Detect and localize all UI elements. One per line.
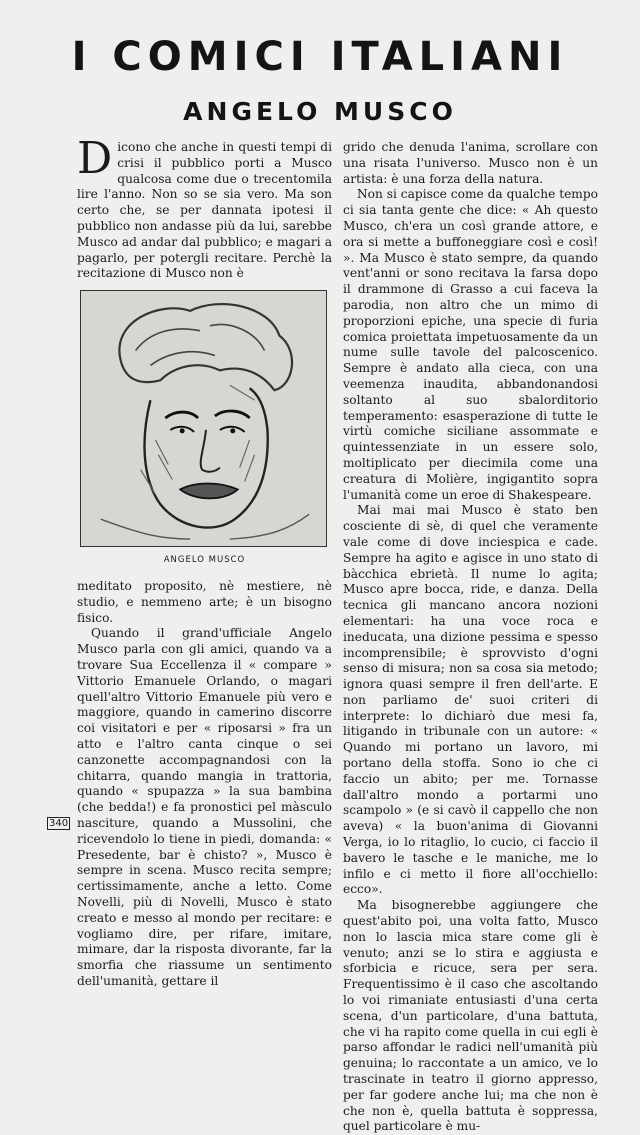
drop-cap: D bbox=[77, 133, 113, 184]
right-paragraph-2: Non si capisce come da qualche tempo ci sia tanta gente che dice: « Ah questo Musco, ch'era un così grande attore, e ora si mette a buffoneggiare così e così! ». Ma Musco è stato sempre, da quando vent'anni or sono recitava la farsa dopo il drammone di Grasso a cui faceva la parodia, non altro che un mimo di proporzioni epiche, una specie di furia comica proiettata impetuosamente da un nume sulle tavole del palcoscenico. Sempre è andato alla cieca, con una veemenza inaudita, abbandonandosi soltanto al suo sbalorditorio temperamento: esasperazione di tutte le virtù comiche siciliane assommate e quintessenziate in un essere solo, moltiplicato per diecimila come una creatura di Molière, ingigantito sopra l'umanità come un eroe di Shakespeare. bbox=[343, 187, 598, 502]
left-paragraph-2: meditato proposito, nè mestiere, nè studio, e nemmeno arte; è un bisogno fisico. bbox=[77, 578, 332, 625]
article-subtitle: ANGELO MUSCO bbox=[183, 97, 457, 126]
right-paragraph-1: grido che denuda l'anima, scrollare con una risata l'universo. Musco non è un artista: è una forza della natura. bbox=[343, 140, 598, 186]
article-title: I COMICI ITALIANI bbox=[71, 34, 569, 80]
portrait-illustration bbox=[80, 290, 327, 547]
portrait-sketch bbox=[81, 291, 326, 546]
left-paragraph-1-text: icono che anche in questi tempi di crisi il pubblico porti a Musco qualcosa come due o trecentomila lire l'anno. Non so se sia vero. Ma son certo che, se per dannata ipotesi il pubblico non andasse più da lui, sarebbe Musco ad andar dal pubblico; e magari a pagarlo, per potergli recitare. Perchè la recitazione di Musco non è bbox=[77, 140, 332, 281]
left-column bbox=[77, 133, 332, 988]
right-paragraph-4: Ma bisognerebbe aggiungere che quest'abito poi, una volta fatto, Musco non lo lascia mica stare come gli è venuto; anzi se lo stira e aggiusta e sforbicia e ricuce, sera per sera. Frequentissimo è il caso che ascoltando lo voi rimaniate entusiasti d'una certa scena, d'un particolare, d'una battuta, che vi ha rapito come quella in cui egli è parso affondar le radici nell'umanità più genuina; lo raccontate a un amico, ve lo trascinate in teatro il giorno appresso, per far godere anche lui; ma che non è che non è, quella battuta è soppressa, quel particolare è mu- bbox=[343, 898, 598, 1134]
right-paragraph-3: Mai mai mai Musco è stato ben cosciente di sè, di quel che veramente vale come di dove inciespica e cade. Sempre ha agito e agisce in uno stato di bàcchica ebrietà. Il nume lo agita; Musco apre bocca, ride, e danza. Della tecnica gli mancano ancora nozioni elementari: ha una voce roca e ineducata, una dizione pessima e spesso incomprensibile; è sprovvisto d'ogni senso di misura; non sa cosa sia metodo; ignora quasi sempre il fren dell'arte. E non parliamo de' suoi criteri di interprete: lo dichiarò due mesi fa, litigando in tribunale con un autore: « Quando mi portano un lavoro, mi portano della stoffa. Sono io che ci faccio un abito; per me. Tornasse dall'altro mondo a portarmi uno scampolo » (e si cavò il cappello che non aveva) « la buon'anima di Giovanni Verga, io lo ritaglio, lo cucio, ci faccio il bavero le tasche e le maniche, me lo infilo e ci metto il fiore all'occhiello: ecco». bbox=[343, 503, 598, 897]
page-number: 340 bbox=[49, 818, 69, 829]
right-column bbox=[343, 140, 598, 1134]
portrait-caption: ANGELO MUSCO bbox=[163, 555, 246, 566]
left-paragraph-3: Quando il grand'ufficiale Angelo Musco parla con gli amici, quando va a trovare Sua Eccellenza il « compare » Vittorio Emanuele Orlando, o magari quell'altro Vittorio Emanuele più vero e maggiore, quando in camerino discorre coi visitatori e per « riposarsi » fra un atto e l'altro canta cinque o sei canzonette accompagnandosi con la chitarra, quando mangia in trattoria, quando « spupazza » la sua bambina (che bedda!) e fa pronostici pel màsculo nasciture, quando a Mussolini, che ricevendolo lo tiene in piedi, domanda: « Presedente, bar è chisto? », Musco è sempre in scena. Musco recita sempre; certissimamente, anche a letto. Come Novelli, più di Novelli, Musco è stato creato e messo al mondo per recitare: e vogliamo dire, per rifare, imitare, mimare, dar la risposta divorante, far la smorfia che riassume un sentimento dell'umanità, gettare il bbox=[77, 626, 332, 988]
left-paragraph-1 bbox=[77, 133, 332, 282]
